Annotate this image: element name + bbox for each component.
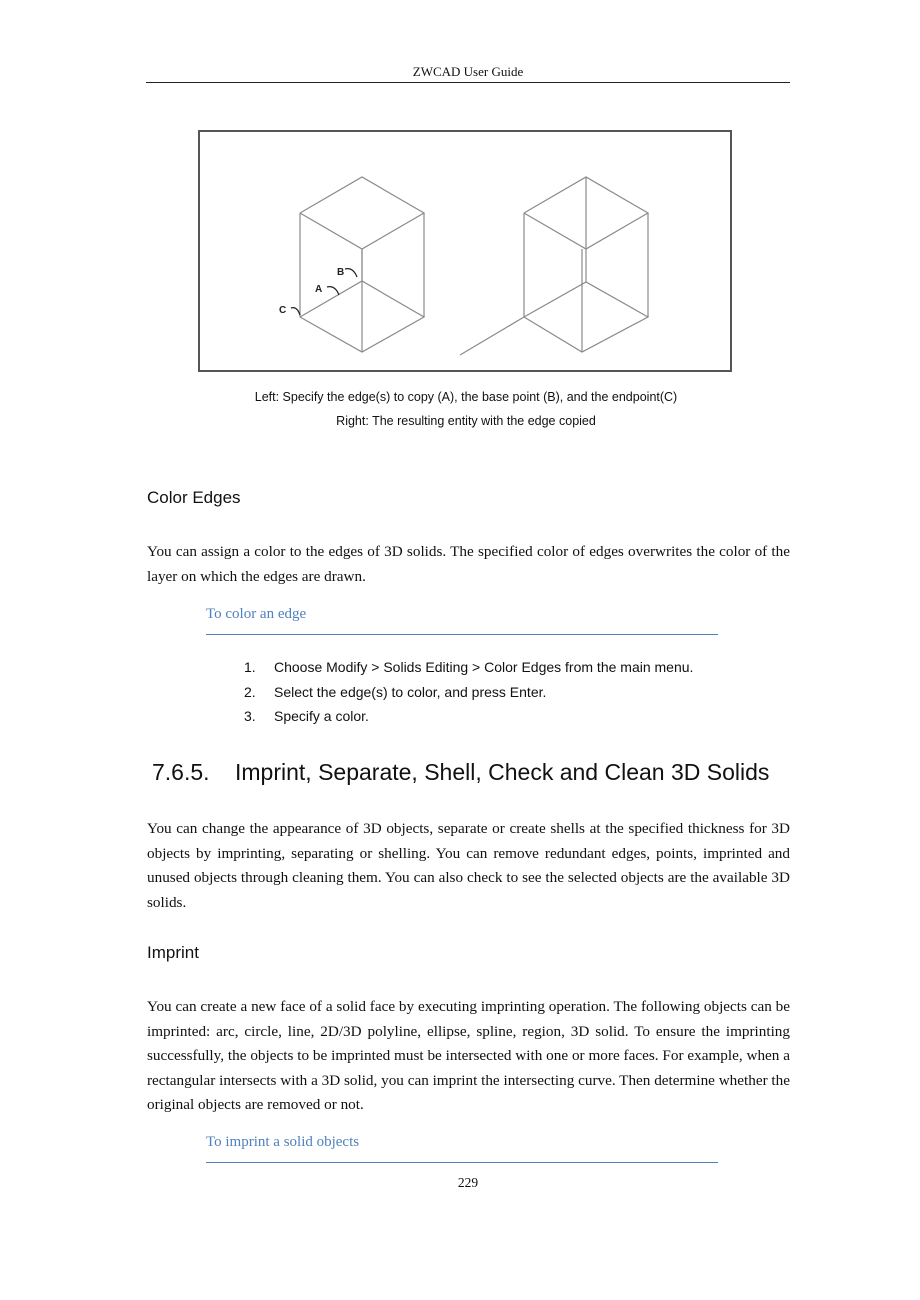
procedure-title-color-edge: To color an edge [206,606,307,622]
heading-color-edges: Color Edges [147,488,241,507]
running-header: ZWCAD User Guide [412,64,524,79]
paragraph-imprint: You can create a new face of a solid face by executing imprinting operation. The following objects can be imprinted: arc, circle, line, 2D/3D polyline, ellipse, spline, region, 3D solid. To ensure the imprinting successfully, the objects to be imprinted must be intersected with one or more faces. For example, when a rectangular intersects with a 3D solid, you can imprint the intersecting curve. Then determine whether the original objects are removed or not. [147,998,790,1113]
step-item: 3. Specify a color. [244,708,369,724]
section-number: 7.6.5. [152,759,210,785]
figure-copy-edges [198,130,732,372]
label-c: C [279,305,287,316]
figure-caption-right: Right: The resulting entity with the edge copied [336,414,596,428]
label-b: B [337,267,345,278]
steps-color-edge [244,655,693,729]
procedure-title-imprint: To imprint a solid objects [206,1134,360,1150]
label-a: A [315,284,323,295]
section-title: Imprint, Separate, Shell, Check and Clean 3D Solids [235,759,770,785]
section-heading [152,759,769,786]
header-rule [146,82,790,83]
cube-diagram [200,132,730,370]
page-number: 229 [457,1175,479,1190]
heading-imprint: Imprint [147,943,199,962]
procedure-rule [206,1162,718,1163]
paragraph-section-intro: You can change the appearance of 3D objects, separate or create shells at the specified thickness for 3D objects by imprinting, separating or shelling. You can remove redundant edges, points, imprinted and unused objects through cleaning them. You can also check to see the selected objects are the available 3D solids. [147,820,790,911]
step-item: 2. Select the edge(s) to color, and press Enter. [244,683,547,700]
procedure-rule [206,634,718,635]
step-item: 1. Choose Modify > Solids Editing > Color Edges from the main menu. [244,659,694,675]
figure-caption-left: Left: Specify the edge(s) to copy (A), the base point (B), and the endpoint(C) [254,390,678,404]
paragraph-color-edges: You can assign a color to the edges of 3D solids. The specified color of edges overwrites the color of the layer on which the edges are drawn. [147,543,790,585]
